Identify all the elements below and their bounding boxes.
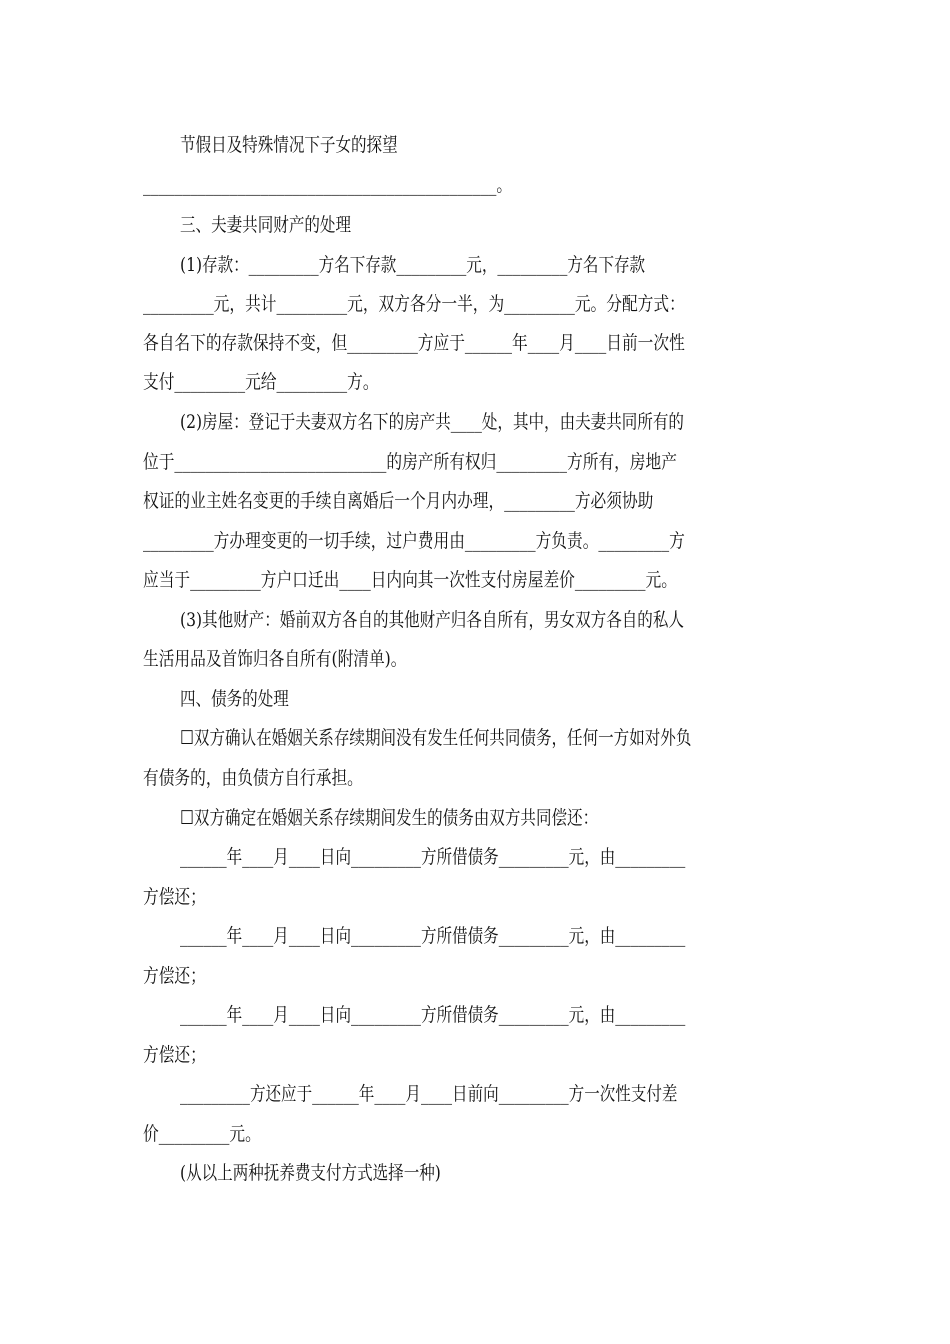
section-heading: 三、夫妻共同财产的处理 (180, 214, 352, 236)
debt-line: ______年____月____日向_________方所借债务_________元，由_________ (180, 925, 686, 947)
text-line: (2)房屋：登记于夫妻双方名下的房产共____处，其中，由夫妻共同所有的 (180, 411, 684, 433)
text-line: (从以上两种抚养费支付方式选择一种) (180, 1162, 441, 1184)
text-line: 各自名下的存款保持不变，但_________方应于______年____月____日前一次性 (143, 332, 685, 354)
text-line: _________元，共计_________元，双方各分一半，为_________元。分配方式： (143, 293, 685, 315)
text-line: 生活用品及首饰归各自所有(附清单)。 (143, 648, 407, 670)
text-line: (3)其他财产：婚前双方各自的其他财产归各自所有，男女双方各自的私人 (180, 609, 684, 631)
text-line: _________方还应于______年____月____日前向_________方一次性支付差 (180, 1083, 678, 1105)
text-line: 节假日及特殊情况下子女的探望 (180, 134, 398, 156)
text-line: 位于___________________________的房产所有权归_________方所有，房地产 (143, 451, 677, 473)
checkbox-option-line: ☐双方确定在婚姻关系存续期间发生的债务由双方共同偿还： (180, 807, 599, 829)
text-line: 权证的业主姓名变更的手续自离婚后一个月内办理，_________方必须协助 (143, 490, 654, 512)
text-line: 方偿还； (143, 1044, 206, 1066)
text-line: 支付_________元给_________方。 (143, 371, 379, 393)
text-line: _________方办理变更的一切手续，过户费用由_________方负责。_________方 (143, 530, 685, 552)
section-heading: 四、债务的处理 (180, 688, 289, 710)
text-line: 方偿还； (143, 965, 206, 987)
debt-line: ______年____月____日向_________方所借债务_________元，由_________ (180, 1004, 686, 1026)
debt-line: ______年____月____日向_________方所借债务_________元，由_________ (180, 846, 686, 868)
text-line: 方偿还； (143, 886, 206, 908)
text-line: 价_________元。 (143, 1123, 261, 1145)
text-line: 有债务的，由负债方自行承担。 (143, 767, 363, 789)
text-line: _____________________________________________。 (143, 174, 513, 196)
text-line: (1)存款：_________方名下存款_________元，_________方名下存款 (180, 254, 646, 276)
text-line: 应当于_________方户口迁出____日内向其一次性支付房屋差价_________元。 (143, 569, 677, 591)
checkbox-option-line: ☐双方确认在婚姻关系存续期间没有发生任何共同债务，任何一方如对外负 (180, 727, 692, 749)
